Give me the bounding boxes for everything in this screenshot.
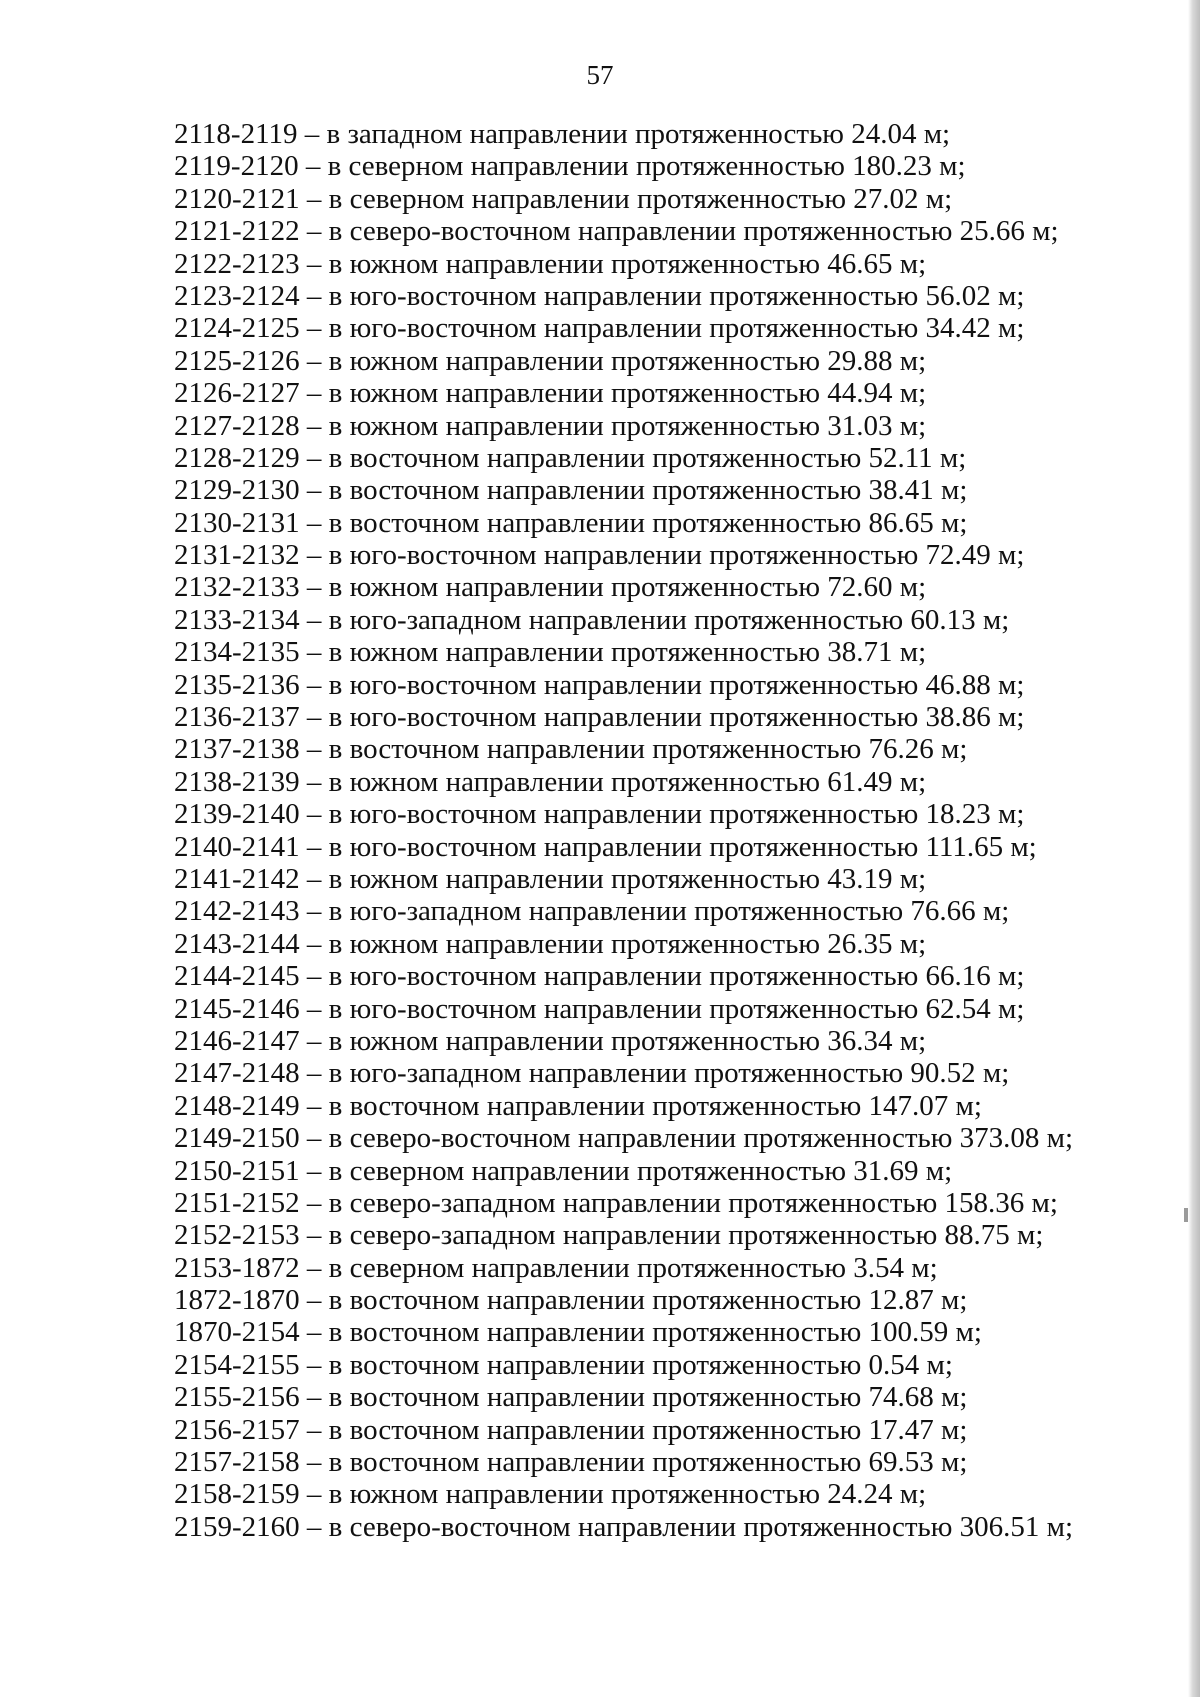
boundary-segment-line: 2146-2147 – в южном направлении протяженностью 36.34 м; bbox=[174, 1024, 927, 1057]
boundary-segment-line: 2124-2125 – в юго-восточном направлении протяженностью 34.42 м; bbox=[174, 312, 1025, 345]
boundary-segment-line: 2145-2146 – в юго-восточном направлении протяженностью 62.54 м; bbox=[174, 992, 1025, 1025]
boundary-segment-line: 2156-2157 – в восточном направлении протяженностью 17.47 м; bbox=[174, 1413, 968, 1446]
boundary-segment-line: 2152-2153 – в северо-западном направлении протяженностью 88.75 м; bbox=[174, 1219, 1044, 1252]
boundary-segment-line: 2139-2140 – в юго-восточном направлении протяженностью 18.23 м; bbox=[174, 798, 1025, 831]
boundary-segment-line: 2129-2130 – в восточном направлении протяженностью 38.41 м; bbox=[174, 474, 968, 507]
boundary-segment-line: 2132-2133 – в южном направлении протяженностью 72.60 м; bbox=[174, 571, 927, 604]
boundary-segment-line: 2134-2135 – в южном направлении протяженностью 38.71 м; bbox=[174, 636, 927, 669]
boundary-segment-line: 2119-2120 – в северном направлении протяженностью 180.23 м; bbox=[174, 150, 966, 183]
boundary-segment-line: 2144-2145 – в юго-восточном направлении протяженностью 66.16 м; bbox=[174, 960, 1025, 993]
boundary-segment-line: 2127-2128 – в южном направлении протяженностью 31.03 м; bbox=[174, 409, 927, 442]
boundary-segment-line: 2137-2138 – в восточном направлении протяженностью 76.26 м; bbox=[174, 733, 968, 766]
boundary-description bbox=[174, 118, 1134, 1543]
boundary-segment-line: 2133-2134 – в юго-западном направлении протяженностью 60.13 м; bbox=[174, 603, 1010, 636]
boundary-segment-line: 2140-2141 – в юго-восточном направлении протяженностью 111.65 м; bbox=[174, 830, 1037, 863]
boundary-segment-line: 2141-2142 – в южном направлении протяженностью 43.19 м; bbox=[174, 862, 927, 895]
boundary-segment-line: 2159-2160 – в северо-восточном направлении протяженностью 306.51 м; bbox=[174, 1510, 1074, 1543]
boundary-segment-line: 2136-2137 – в юго-восточном направлении протяженностью 38.86 м; bbox=[174, 701, 1025, 734]
boundary-segment-line: 2151-2152 – в северо-западном направлении протяженностью 158.36 м; bbox=[174, 1186, 1058, 1219]
boundary-segment-line: 2142-2143 – в юго-западном направлении протяженностью 76.66 м; bbox=[174, 895, 1010, 928]
boundary-segment-line: 2130-2131 – в восточном направлении протяженностью 86.65 м; bbox=[174, 506, 968, 539]
boundary-segment-line: 2120-2121 – в северном направлении протяженностью 27.02 м; bbox=[174, 182, 953, 215]
boundary-segment-line: 1872-1870 – в восточном направлении протяженностью 12.87 м; bbox=[174, 1284, 968, 1317]
boundary-segment-line: 2125-2126 – в южном направлении протяженностью 29.88 м; bbox=[174, 344, 927, 377]
boundary-segment-line: 2157-2158 – в восточном направлении протяженностью 69.53 м; bbox=[174, 1446, 968, 1479]
scan-mark bbox=[1184, 1208, 1188, 1222]
boundary-segment-line: 2131-2132 – в юго-восточном направлении протяженностью 72.49 м; bbox=[174, 539, 1025, 572]
boundary-segment-line: 2158-2159 – в южном направлении протяженностью 24.24 м; bbox=[174, 1478, 927, 1511]
boundary-segment-line: 2138-2139 – в южном направлении протяженностью 61.49 м; bbox=[174, 765, 927, 798]
scan-edge-shadow bbox=[1188, 0, 1200, 1697]
boundary-segment-line: 2153-1872 – в северном направлении протяженностью 3.54 м; bbox=[174, 1251, 938, 1284]
boundary-segment-line: 2147-2148 – в юго-западном направлении протяженностью 90.52 м; bbox=[174, 1057, 1010, 1090]
boundary-segment-line: 2150-2151 – в северном направлении протяженностью 31.69 м; bbox=[174, 1154, 953, 1187]
boundary-segment-line: 2155-2156 – в восточном направлении протяженностью 74.68 м; bbox=[174, 1381, 968, 1414]
boundary-segment-line: 2149-2150 – в северо-восточном направлении протяженностью 373.08 м; bbox=[174, 1122, 1074, 1155]
page-number: 57 bbox=[586, 60, 614, 90]
boundary-segment-line: 2135-2136 – в юго-восточном направлении протяженностью 46.88 м; bbox=[174, 668, 1025, 701]
boundary-segment-line: 2154-2155 – в восточном направлении протяженностью 0.54 м; bbox=[174, 1348, 953, 1381]
boundary-segment-line: 2118-2119 – в западном направлении протяженностью 24.04 м; bbox=[174, 118, 951, 150]
boundary-segment-line: 2123-2124 – в юго-восточном направлении протяженностью 56.02 м; bbox=[174, 279, 1025, 312]
boundary-segment-line: 2121-2122 – в северо-восточном направлении протяженностью 25.66 м; bbox=[174, 215, 1059, 248]
boundary-segment-line: 2128-2129 – в восточном направлении протяженностью 52.11 м; bbox=[174, 441, 967, 474]
boundary-segment-line: 2126-2127 – в южном направлении протяженностью 44.94 м; bbox=[174, 377, 927, 410]
boundary-segment-line: 2148-2149 – в восточном направлении протяженностью 147.07 м; bbox=[174, 1089, 982, 1122]
boundary-segment-line: 2143-2144 – в южном направлении протяженностью 26.35 м; bbox=[174, 927, 927, 960]
boundary-segment-line: 2122-2123 – в южном направлении протяженностью 46.65 м; bbox=[174, 247, 927, 280]
boundary-segment-line: 1870-2154 – в восточном направлении протяженностью 100.59 м; bbox=[174, 1316, 982, 1349]
